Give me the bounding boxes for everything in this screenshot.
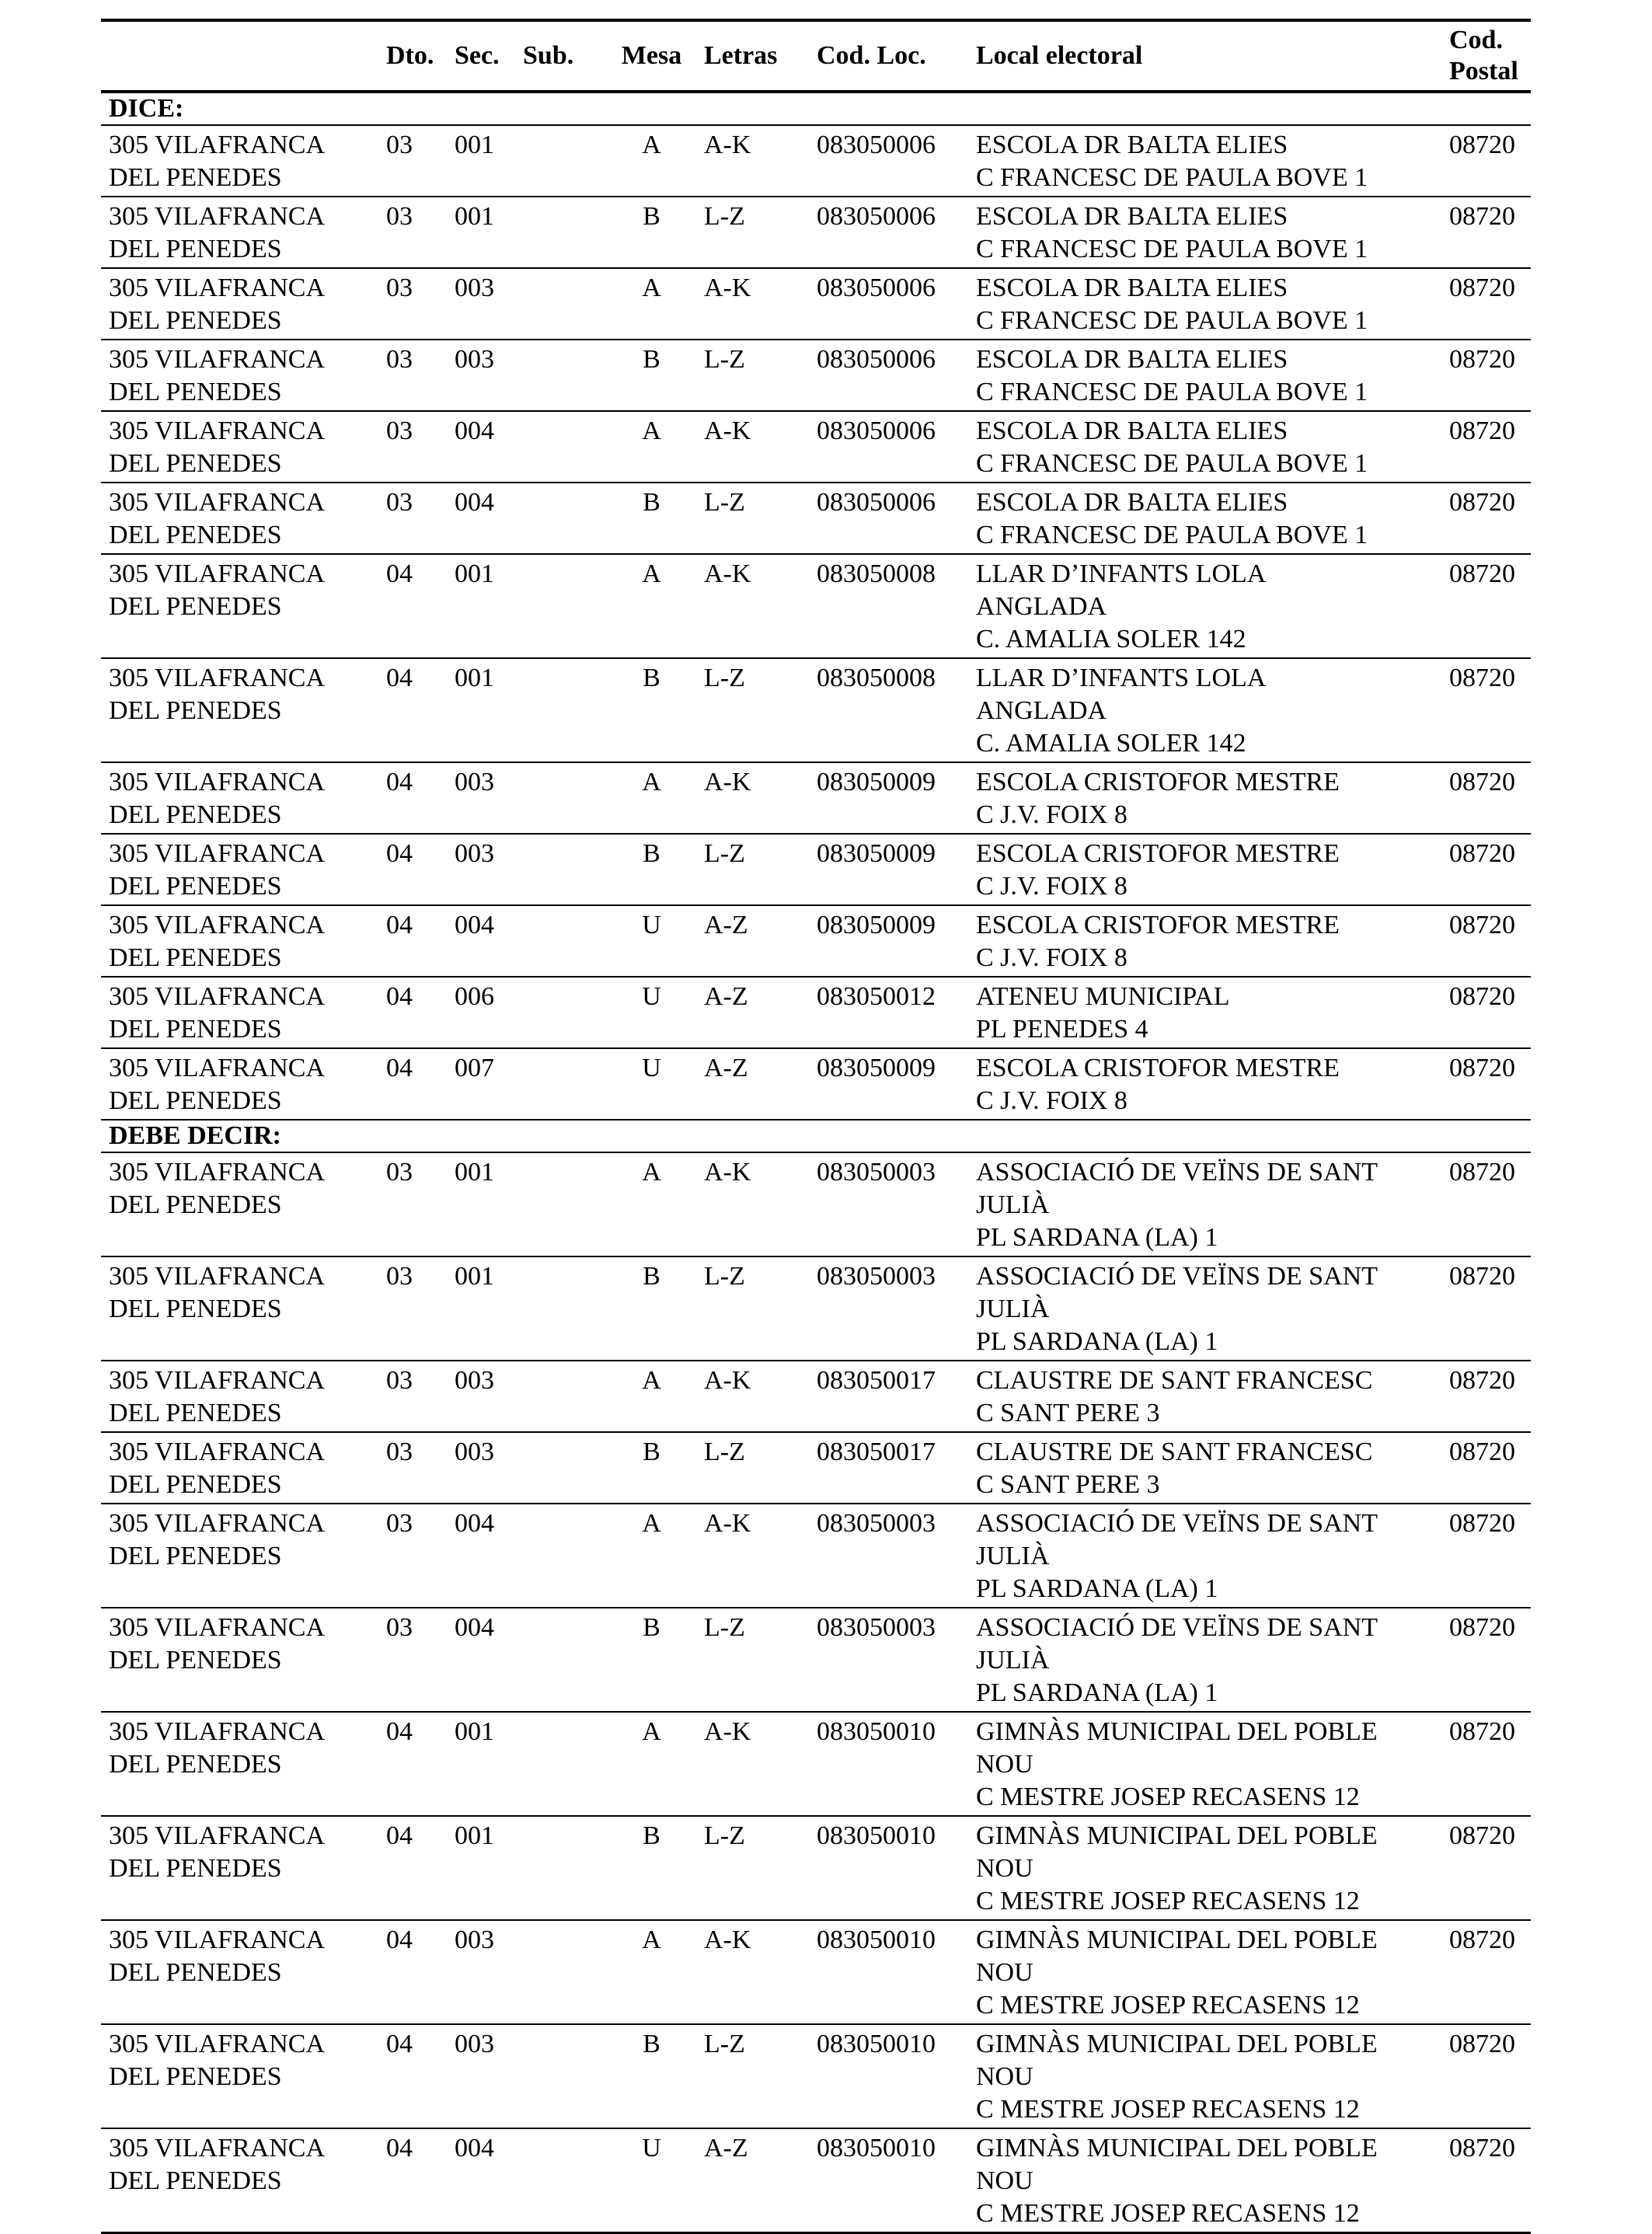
cell-municipio: 305 VILAFRANCA DEL PENEDES xyxy=(109,416,326,478)
header-cod-loc: Cod. Loc. xyxy=(817,41,926,70)
cell-mesa: A xyxy=(642,1366,661,1395)
cell-municipio: 305 VILAFRANCA DEL PENEDES xyxy=(109,664,326,725)
cell-sub xyxy=(515,1256,607,1361)
cell-sec: 001 xyxy=(455,1262,494,1291)
table-row xyxy=(101,268,1531,340)
cell-dto: 04 xyxy=(386,1926,413,1954)
header-cod-postal: Cod. Postal xyxy=(1449,26,1518,85)
cell-local-electoral: ASSOCIACIÓ DE VEÏNS DE SANT JULIÀ PL SARDANA (LA) 1 xyxy=(976,1158,1378,1252)
cell-letras: A-K xyxy=(704,1158,751,1187)
cell-mesa: U xyxy=(642,1054,661,1082)
table-row xyxy=(101,1712,1531,1816)
cell-municipio: 305 VILAFRANCA DEL PENEDES xyxy=(109,1158,326,1219)
table-row xyxy=(101,1504,1531,1608)
cell-local-electoral: CLAUSTRE DE SANT FRANCESC C SANT PERE 3 xyxy=(976,1366,1373,1427)
header-municipio xyxy=(101,20,378,92)
cell-dto: 03 xyxy=(386,1509,413,1538)
cell-sub xyxy=(515,197,607,268)
cell-municipio: 305 VILAFRANCA DEL PENEDES xyxy=(109,274,326,335)
cell-municipio: 305 VILAFRANCA DEL PENEDES xyxy=(109,1438,326,1499)
cell-mesa: B xyxy=(643,839,660,868)
table-row xyxy=(101,2024,1531,2128)
cell-municipio: 305 VILAFRANCA DEL PENEDES xyxy=(109,1717,326,1779)
section-heading-row xyxy=(101,92,1531,125)
cell-local-electoral: ESCOLA DR BALTA ELIES C FRANCESC DE PAULA BOVE 1 xyxy=(976,416,1368,478)
table-row xyxy=(101,2128,1531,2233)
cell-letras: A-K xyxy=(704,1509,751,1538)
cell-letras: L-Z xyxy=(704,345,745,374)
cell-sub xyxy=(515,1504,607,1608)
cell-local-electoral: GIMNÀS MUNICIPAL DEL POBLE NOU C MESTRE JOSEP RECASENS 12 xyxy=(976,1821,1378,1915)
section-heading-row xyxy=(101,1120,1531,1152)
cell-letras: L-Z xyxy=(704,1262,745,1291)
document-page xyxy=(101,19,1531,2234)
table-row xyxy=(101,1361,1531,1432)
cell-cod-postal: 08720 xyxy=(1449,768,1515,796)
polling-stations-table xyxy=(101,19,1531,2234)
cell-dto: 03 xyxy=(386,1613,413,1642)
header-dto: Dto. xyxy=(386,41,434,70)
cell-sec: 001 xyxy=(455,664,494,692)
cell-local-electoral: LLAR D’INFANTS LOLA ANGLADA C. AMALIA SOLER 142 xyxy=(976,559,1267,653)
cell-mesa: A xyxy=(642,1926,661,1954)
table-row xyxy=(101,125,1531,197)
cell-sec: 004 xyxy=(455,2134,494,2163)
cell-cod-postal: 08720 xyxy=(1449,839,1515,868)
cell-municipio: 305 VILAFRANCA DEL PENEDES xyxy=(109,911,326,972)
table-row xyxy=(101,411,1531,483)
table-header-row xyxy=(101,20,1531,92)
cell-sec: 003 xyxy=(455,1926,494,1954)
cell-cod-loc: 083050006 xyxy=(817,202,936,231)
cell-sec: 003 xyxy=(455,2030,494,2058)
cell-cod-loc: 083050010 xyxy=(817,1821,936,1850)
cell-cod-postal: 08720 xyxy=(1449,131,1515,159)
cell-local-electoral: GIMNÀS MUNICIPAL DEL POBLE NOU C MESTRE JOSEP RECASENS 12 xyxy=(976,1717,1378,1811)
cell-cod-loc: 083050009 xyxy=(817,1054,936,1082)
cell-sub xyxy=(515,1712,607,1816)
cell-letras: A-Z xyxy=(704,2134,748,2163)
table-row xyxy=(101,483,1531,554)
cell-sec: 004 xyxy=(455,416,494,445)
cell-municipio: 305 VILAFRANCA DEL PENEDES xyxy=(109,1262,326,1323)
cell-dto: 03 xyxy=(386,1158,413,1187)
cell-sec: 001 xyxy=(455,1717,494,1746)
cell-municipio: 305 VILAFRANCA DEL PENEDES xyxy=(109,488,326,549)
cell-letras: L-Z xyxy=(704,839,745,868)
cell-local-electoral: GIMNÀS MUNICIPAL DEL POBLE NOU C MESTRE JOSEP RECASENS 12 xyxy=(976,2030,1378,2124)
cell-municipio: 305 VILAFRANCA DEL PENEDES xyxy=(109,345,326,406)
cell-local-electoral: ESCOLA DR BALTA ELIES C FRANCESC DE PAULA BOVE 1 xyxy=(976,131,1368,192)
table-row xyxy=(101,1816,1531,1920)
cell-mesa: B xyxy=(643,2030,660,2058)
cell-mesa: A xyxy=(642,416,661,445)
cell-letras: A-K xyxy=(704,1926,751,1954)
cell-municipio: 305 VILAFRANCA DEL PENEDES xyxy=(109,1366,326,1427)
cell-sec: 003 xyxy=(455,345,494,374)
cell-cod-loc: 083050003 xyxy=(817,1613,936,1642)
cell-sub xyxy=(515,834,607,905)
cell-dto: 04 xyxy=(386,911,413,939)
table-row xyxy=(101,905,1531,977)
cell-municipio: 305 VILAFRANCA DEL PENEDES xyxy=(109,1509,326,1570)
cell-municipio: 305 VILAFRANCA DEL PENEDES xyxy=(109,559,326,621)
cell-cod-loc: 083050003 xyxy=(817,1509,936,1538)
cell-dto: 04 xyxy=(386,2134,413,2163)
cell-cod-postal: 08720 xyxy=(1449,274,1515,302)
cell-sec: 006 xyxy=(455,982,494,1011)
cell-sub xyxy=(515,1432,607,1504)
cell-cod-postal: 08720 xyxy=(1449,1262,1515,1291)
cell-sec: 004 xyxy=(455,1509,494,1538)
cell-sec: 003 xyxy=(455,768,494,796)
cell-letras: A-K xyxy=(704,1717,751,1746)
cell-sub xyxy=(515,1152,607,1256)
cell-dto: 03 xyxy=(386,274,413,302)
cell-dto: 04 xyxy=(386,1717,413,1746)
cell-local-electoral: ESCOLA DR BALTA ELIES C FRANCESC DE PAULA BOVE 1 xyxy=(976,345,1368,406)
cell-dto: 03 xyxy=(386,1366,413,1395)
cell-dto: 03 xyxy=(386,1438,413,1466)
cell-cod-postal: 08720 xyxy=(1449,488,1515,517)
cell-sec: 004 xyxy=(455,488,494,517)
cell-sub xyxy=(515,125,607,197)
cell-sec: 003 xyxy=(455,1366,494,1395)
cell-dto: 03 xyxy=(386,131,413,159)
cell-letras: L-Z xyxy=(704,2030,745,2058)
cell-sec: 001 xyxy=(455,559,494,588)
cell-cod-loc: 083050017 xyxy=(817,1438,936,1466)
cell-cod-postal: 08720 xyxy=(1449,1438,1515,1466)
cell-dto: 04 xyxy=(386,768,413,796)
cell-sec: 001 xyxy=(455,1158,494,1187)
cell-sec: 004 xyxy=(455,911,494,939)
cell-sub xyxy=(515,554,607,658)
cell-cod-postal: 08720 xyxy=(1449,911,1515,939)
cell-local-electoral: ESCOLA CRISTOFOR MESTRE C J.V. FOIX 8 xyxy=(976,1054,1340,1115)
cell-sub xyxy=(515,2024,607,2128)
cell-cod-postal: 08720 xyxy=(1449,982,1515,1011)
cell-sub xyxy=(515,1816,607,1920)
cell-cod-postal: 08720 xyxy=(1449,1717,1515,1746)
table-row xyxy=(101,1048,1531,1120)
cell-cod-postal: 08720 xyxy=(1449,1926,1515,1954)
cell-cod-loc: 083050010 xyxy=(817,1926,936,1954)
cell-municipio: 305 VILAFRANCA DEL PENEDES xyxy=(109,1613,326,1675)
cell-sub xyxy=(515,1361,607,1432)
cell-sub xyxy=(515,1048,607,1120)
cell-cod-loc: 083050006 xyxy=(817,488,936,517)
cell-cod-loc: 083050009 xyxy=(817,768,936,796)
table-row xyxy=(101,197,1531,268)
cell-cod-postal: 08720 xyxy=(1449,664,1515,692)
table-row xyxy=(101,1432,1531,1504)
cell-cod-postal: 08720 xyxy=(1449,1366,1515,1395)
header-sec: Sec. xyxy=(455,41,500,70)
table-row xyxy=(101,1256,1531,1361)
cell-local-electoral: LLAR D’INFANTS LOLA ANGLADA C. AMALIA SOLER 142 xyxy=(976,664,1267,758)
cell-cod-loc: 083050006 xyxy=(817,345,936,374)
cell-mesa: A xyxy=(642,131,661,159)
cell-sub xyxy=(515,1608,607,1712)
cell-dto: 04 xyxy=(386,1821,413,1850)
cell-cod-loc: 083050009 xyxy=(817,911,936,939)
table-row xyxy=(101,1152,1531,1256)
table-row xyxy=(101,762,1531,834)
cell-letras: A-K xyxy=(704,416,751,445)
cell-cod-postal: 08720 xyxy=(1449,2030,1515,2058)
cell-municipio: 305 VILAFRANCA DEL PENEDES xyxy=(109,768,326,829)
cell-cod-postal: 08720 xyxy=(1449,1821,1515,1850)
cell-mesa: A xyxy=(642,559,661,588)
cell-mesa: B xyxy=(643,1613,660,1642)
cell-mesa: B xyxy=(643,488,660,517)
cell-sub xyxy=(515,977,607,1048)
cell-local-electoral: ESCOLA DR BALTA ELIES C FRANCESC DE PAULA BOVE 1 xyxy=(976,274,1368,335)
cell-cod-postal: 08720 xyxy=(1449,416,1515,445)
cell-cod-loc: 083050006 xyxy=(817,416,936,445)
cell-sec: 003 xyxy=(455,1438,494,1466)
cell-letras: A-K xyxy=(704,1366,751,1395)
cell-municipio: 305 VILAFRANCA DEL PENEDES xyxy=(109,982,326,1044)
cell-municipio: 305 VILAFRANCA DEL PENEDES xyxy=(109,202,326,263)
cell-cod-loc: 083050010 xyxy=(817,2030,936,2058)
cell-sec: 001 xyxy=(455,202,494,231)
header-sub: Sub. xyxy=(523,41,574,70)
cell-sec: 004 xyxy=(455,1613,494,1642)
cell-sub xyxy=(515,658,607,762)
cell-mesa: A xyxy=(642,768,661,796)
cell-sub xyxy=(515,2128,607,2233)
cell-mesa: A xyxy=(642,1509,661,1538)
table-body xyxy=(101,92,1531,2233)
cell-letras: L-Z xyxy=(704,664,745,692)
cell-sec: 003 xyxy=(455,274,494,302)
cell-municipio: 305 VILAFRANCA DEL PENEDES xyxy=(109,839,326,901)
table-row xyxy=(101,977,1531,1048)
cell-mesa: B xyxy=(643,1262,660,1291)
cell-letras: L-Z xyxy=(704,1821,745,1850)
cell-local-electoral: ESCOLA DR BALTA ELIES C FRANCESC DE PAULA BOVE 1 xyxy=(976,488,1368,549)
cell-sub xyxy=(515,762,607,834)
cell-mesa: A xyxy=(642,1158,661,1187)
cell-mesa: U xyxy=(642,2134,661,2163)
cell-cod-postal: 08720 xyxy=(1449,559,1515,588)
cell-dto: 03 xyxy=(386,488,413,517)
cell-letras: A-Z xyxy=(704,982,748,1011)
cell-mesa: A xyxy=(642,274,661,302)
cell-sub xyxy=(515,411,607,483)
cell-cod-loc: 083050009 xyxy=(817,839,936,868)
cell-local-electoral: ESCOLA CRISTOFOR MESTRE C J.V. FOIX 8 xyxy=(976,911,1340,972)
cell-mesa: B xyxy=(643,345,660,374)
cell-cod-postal: 08720 xyxy=(1449,1158,1515,1187)
cell-cod-loc: 083050006 xyxy=(817,131,936,159)
cell-local-electoral: CLAUSTRE DE SANT FRANCESC C SANT PERE 3 xyxy=(976,1438,1373,1499)
cell-sec: 001 xyxy=(455,1821,494,1850)
cell-letras: A-Z xyxy=(704,911,748,939)
cell-dto: 03 xyxy=(386,416,413,445)
cell-cod-loc: 083050017 xyxy=(817,1366,936,1395)
cell-letras: A-Z xyxy=(704,1054,748,1082)
cell-letras: L-Z xyxy=(704,488,745,517)
cell-local-electoral: ESCOLA CRISTOFOR MESTRE C J.V. FOIX 8 xyxy=(976,839,1340,901)
cell-local-electoral: ASSOCIACIÓ DE VEÏNS DE SANT JULIÀ PL SARDANA (LA) 1 xyxy=(976,1613,1378,1707)
cell-cod-loc: 083050010 xyxy=(817,1717,936,1746)
cell-local-electoral: GIMNÀS MUNICIPAL DEL POBLE NOU C MESTRE JOSEP RECASENS 12 xyxy=(976,1926,1378,2020)
cell-local-electoral: ESCOLA CRISTOFOR MESTRE C J.V. FOIX 8 xyxy=(976,768,1340,829)
table-row xyxy=(101,1608,1531,1712)
cell-sec: 007 xyxy=(455,1054,494,1082)
cell-mesa: U xyxy=(642,982,661,1011)
table-row xyxy=(101,1920,1531,2024)
cell-mesa: B xyxy=(643,664,660,692)
cell-municipio: 305 VILAFRANCA DEL PENEDES xyxy=(109,2134,326,2195)
cell-local-electoral: ESCOLA DR BALTA ELIES C FRANCESC DE PAULA BOVE 1 xyxy=(976,202,1368,263)
cell-cod-postal: 08720 xyxy=(1449,1054,1515,1082)
cell-sub xyxy=(515,268,607,340)
cell-dto: 03 xyxy=(386,1262,413,1291)
cell-letras: A-K xyxy=(704,768,751,796)
cell-sub xyxy=(515,340,607,411)
cell-cod-loc: 083050008 xyxy=(817,559,936,588)
cell-municipio: 305 VILAFRANCA DEL PENEDES xyxy=(109,2030,326,2091)
cell-letras: L-Z xyxy=(704,1438,745,1466)
cell-dto: 03 xyxy=(386,345,413,374)
cell-letras: L-Z xyxy=(704,202,745,231)
cell-cod-loc: 083050008 xyxy=(817,664,936,692)
header-mesa: Mesa xyxy=(621,41,682,70)
cell-letras: A-K xyxy=(704,559,751,588)
header-local-electoral: Local electoral xyxy=(976,41,1143,70)
cell-dto: 03 xyxy=(386,202,413,231)
cell-municipio: 305 VILAFRANCA DEL PENEDES xyxy=(109,1926,326,1987)
cell-cod-postal: 08720 xyxy=(1449,345,1515,374)
section-label: DICE: xyxy=(109,94,184,123)
cell-letras: A-K xyxy=(704,131,751,159)
cell-sub xyxy=(515,1920,607,2024)
cell-local-electoral: ASSOCIACIÓ DE VEÏNS DE SANT JULIÀ PL SARDANA (LA) 1 xyxy=(976,1262,1378,1356)
table-row xyxy=(101,658,1531,762)
cell-cod-loc: 083050012 xyxy=(817,982,936,1011)
cell-local-electoral: GIMNÀS MUNICIPAL DEL POBLE NOU C MESTRE JOSEP RECASENS 12 xyxy=(976,2134,1378,2228)
cell-sec: 003 xyxy=(455,839,494,868)
cell-local-electoral: ASSOCIACIÓ DE VEÏNS DE SANT JULIÀ PL SARDANA (LA) 1 xyxy=(976,1509,1378,1603)
cell-cod-postal: 08720 xyxy=(1449,2134,1515,2163)
cell-mesa: B xyxy=(643,1438,660,1466)
cell-local-electoral: ATENEU MUNICIPAL PL PENEDES 4 xyxy=(976,982,1230,1044)
table-row xyxy=(101,554,1531,658)
cell-dto: 04 xyxy=(386,664,413,692)
cell-cod-postal: 08720 xyxy=(1449,1509,1515,1538)
table-row xyxy=(101,340,1531,411)
cell-mesa: A xyxy=(642,1717,661,1746)
section-label: DEBE DECIR: xyxy=(109,1121,281,1150)
cell-mesa: B xyxy=(643,202,660,231)
cell-cod-loc: 083050003 xyxy=(817,1158,936,1187)
cell-mesa: U xyxy=(642,911,661,939)
cell-dto: 04 xyxy=(386,839,413,868)
cell-municipio: 305 VILAFRANCA DEL PENEDES xyxy=(109,131,326,192)
cell-municipio: 305 VILAFRANCA DEL PENEDES xyxy=(109,1821,326,1883)
cell-dto: 04 xyxy=(386,559,413,588)
cell-cod-loc: 083050006 xyxy=(817,274,936,302)
cell-cod-loc: 083050010 xyxy=(817,2134,936,2163)
cell-mesa: B xyxy=(643,1821,660,1850)
cell-cod-loc: 083050003 xyxy=(817,1262,936,1291)
cell-letras: L-Z xyxy=(704,1613,745,1642)
cell-cod-postal: 08720 xyxy=(1449,1613,1515,1642)
cell-sub xyxy=(515,905,607,977)
header-letras: Letras xyxy=(704,41,778,70)
cell-sec: 001 xyxy=(455,131,494,159)
cell-dto: 04 xyxy=(386,2030,413,2058)
cell-cod-postal: 08720 xyxy=(1449,202,1515,231)
cell-letras: A-K xyxy=(704,274,751,302)
cell-dto: 04 xyxy=(386,1054,413,1082)
cell-municipio: 305 VILAFRANCA DEL PENEDES xyxy=(109,1054,326,1115)
cell-dto: 04 xyxy=(386,982,413,1011)
cell-sub xyxy=(515,483,607,554)
table-row xyxy=(101,834,1531,905)
